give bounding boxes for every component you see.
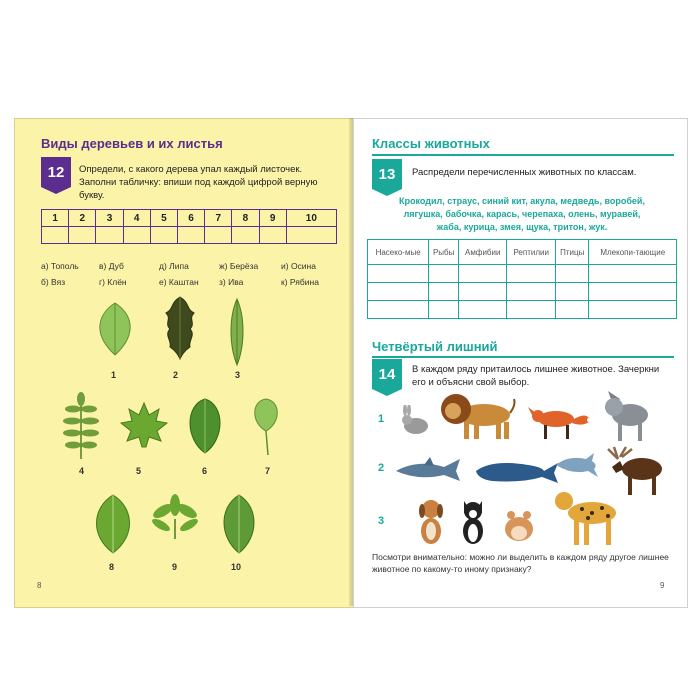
option: к) Рябина	[281, 277, 319, 287]
elm-leaf-icon	[215, 491, 263, 557]
dolphin-icon	[554, 451, 600, 479]
row-number: 2	[378, 462, 385, 474]
section-title: Классы животных	[372, 136, 490, 151]
task-text: Определи, с какого дерева упал каждый листочек. Заполни табличку: впиши под каждой цифрой верную букву.	[79, 164, 318, 201]
leaf-number: 9	[172, 562, 178, 572]
page-number: 8	[37, 581, 42, 590]
rowan-leaf-icon	[61, 391, 101, 461]
row-number: 3	[378, 515, 385, 527]
answer-cell[interactable]	[150, 227, 177, 244]
leaf-number: 3	[235, 370, 241, 380]
fox-icon	[526, 401, 592, 441]
option: и) Осина	[281, 261, 316, 271]
class-header: Рептилии	[507, 240, 556, 265]
class-header: Амфибии	[459, 240, 507, 265]
answer-header-cell: 10	[286, 210, 336, 227]
answer-header-cell: 2	[69, 210, 96, 227]
task-number-badge: 13	[372, 159, 402, 189]
class-header: Млекопи-тающие	[589, 240, 677, 265]
answer-cell[interactable]	[205, 227, 232, 244]
wolf-icon	[600, 387, 652, 443]
classes-table	[367, 239, 677, 319]
class-header: Птицы	[555, 240, 589, 265]
leaf-number: 4	[79, 466, 85, 476]
table-cell[interactable]	[589, 265, 677, 283]
badge-tail	[41, 187, 71, 194]
title-underline	[372, 154, 674, 156]
option: ж) Берёза	[219, 261, 259, 271]
task-number-badge: 12	[41, 157, 71, 187]
leaf-number: 6	[202, 466, 208, 476]
answer-cell[interactable]	[96, 227, 123, 244]
footer-question: Посмотри внимательно: можно ли выделить в каждом ряду другое лишнее животное по какому-то иному признаку?	[372, 552, 669, 574]
answer-cell[interactable]	[69, 227, 96, 244]
section-title: Четвёртый лишний	[372, 339, 498, 354]
leaf-number: 2	[173, 370, 179, 380]
animals-line: Крокодил, страус, синий кит, акула, медведь, воробей,	[399, 196, 645, 206]
option: г) Клён	[99, 277, 127, 287]
table-cell[interactable]	[555, 301, 589, 319]
option: а) Тополь	[41, 261, 79, 271]
willow-leaf-icon	[223, 297, 251, 367]
oak-leaf-icon	[160, 295, 200, 361]
leopard-icon	[550, 489, 624, 547]
task-number-badge: 14	[372, 359, 402, 389]
lion-icon	[438, 389, 516, 441]
aspen-leaf-icon	[249, 393, 283, 459]
row-number: 1	[378, 413, 385, 425]
table-cell[interactable]	[368, 265, 429, 283]
table-cell[interactable]	[459, 283, 507, 301]
linden-leaf-icon	[183, 395, 227, 457]
answer-cell[interactable]	[177, 227, 204, 244]
table-cell[interactable]	[589, 301, 677, 319]
answer-header-cell: 7	[205, 210, 232, 227]
answer-cell[interactable]	[123, 227, 150, 244]
answer-cell[interactable]	[42, 227, 69, 244]
shark-icon	[394, 455, 464, 483]
badge-tail	[372, 389, 402, 396]
answer-header-cell: 3	[96, 210, 123, 227]
dog-icon	[416, 497, 446, 547]
whale-icon	[472, 457, 560, 485]
leaf-number: 7	[265, 466, 271, 476]
poplar-leaf-icon	[87, 491, 139, 557]
table-cell[interactable]	[429, 265, 459, 283]
table-cell[interactable]	[555, 265, 589, 283]
animals-list	[372, 195, 672, 234]
page-title: Виды деревьев и их листья	[41, 136, 223, 151]
page-number: 9	[660, 581, 665, 590]
answer-header-cell: 4	[123, 210, 150, 227]
answer-cell[interactable]	[259, 227, 286, 244]
option: е) Каштан	[159, 277, 199, 287]
cat-icon	[458, 497, 488, 547]
answer-header-cell: 1	[42, 210, 69, 227]
table-cell[interactable]	[459, 301, 507, 319]
table-cell[interactable]	[429, 301, 459, 319]
table-cell[interactable]	[589, 283, 677, 301]
table-cell[interactable]	[429, 283, 459, 301]
class-header: Рыбы	[429, 240, 459, 265]
option: б) Вяз	[41, 277, 66, 287]
rabbit-icon	[398, 405, 432, 435]
answer-cell[interactable]	[232, 227, 259, 244]
leaf-number: 8	[109, 562, 115, 572]
animals-line: лягушка, бабочка, карась, черепаха, олень, муравей,	[403, 209, 641, 219]
table-cell[interactable]	[368, 283, 429, 301]
leaf-number: 5	[136, 466, 142, 476]
right-page	[353, 118, 688, 608]
table-cell[interactable]	[555, 283, 589, 301]
table-cell[interactable]	[507, 265, 556, 283]
answer-table	[41, 209, 337, 244]
answer-cell[interactable]	[286, 227, 336, 244]
answer-header-cell: 5	[150, 210, 177, 227]
task-text: В каждом ряду притаилось лишнее животное. Зачеркни его и объясни свой выбор.	[412, 364, 660, 388]
animals-line: жаба, курица, змея, щука, тритон, жук.	[436, 222, 608, 232]
hamster-icon	[502, 507, 536, 543]
maple-leaf-icon	[119, 401, 169, 451]
answer-header-cell: 9	[259, 210, 286, 227]
birch-leaf-icon	[87, 299, 143, 359]
title-underline	[372, 356, 674, 358]
task-text: Распредели перечисленных животных по классам.	[412, 167, 637, 178]
table-cell[interactable]	[507, 301, 556, 319]
table-cell[interactable]	[459, 265, 507, 283]
option: в) Дуб	[99, 261, 124, 271]
table-cell[interactable]	[368, 301, 429, 319]
chestnut-leaf-icon	[149, 493, 201, 541]
answer-header-cell: 6	[177, 210, 204, 227]
leaf-number: 1	[111, 370, 117, 380]
answer-header-cell: 8	[232, 210, 259, 227]
left-page	[14, 118, 355, 608]
option: д) Липа	[159, 261, 189, 271]
option: з) Ива	[219, 277, 244, 287]
class-header: Насеко-мые	[368, 240, 429, 265]
leaf-number: 10	[231, 562, 242, 572]
table-cell[interactable]	[507, 283, 556, 301]
